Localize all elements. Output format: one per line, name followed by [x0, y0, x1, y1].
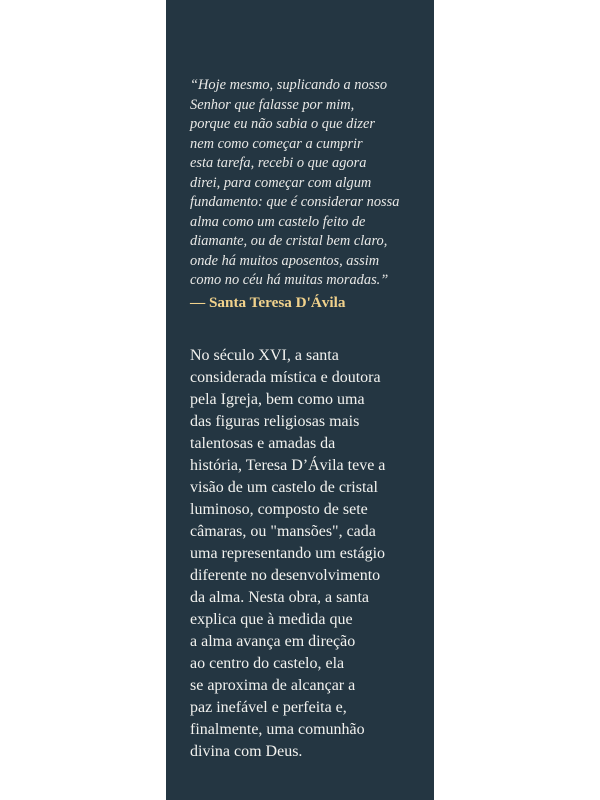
epigraph-quote: [190, 76, 434, 313]
quote-line: porque eu não sabia o que dizer: [190, 116, 375, 132]
description-line: diferente no desenvolvimento: [190, 567, 381, 584]
description-line: finalmente, uma comunhão: [190, 721, 365, 738]
quote-attribution: — Santa Teresa D'Ávila: [190, 293, 346, 311]
description-line: explica que à medida que: [190, 611, 353, 628]
description-line: talentosas e amadas da: [190, 435, 336, 452]
description-line: uma representando um estágio: [190, 545, 386, 562]
description-line: divina com Deus.: [190, 743, 303, 760]
quote-line: direi, para começar com algum: [190, 174, 372, 191]
description-line: visão de um castelo de cristal: [190, 479, 378, 496]
quote-line: diamante, ou de cristal bem claro,: [190, 233, 388, 249]
description-line: luminoso, composto de sete: [190, 501, 368, 518]
quote-line: Senhor que falasse por mim,: [190, 96, 355, 113]
quote-line: fundamento: que é considerar nossa: [190, 194, 400, 210]
quote-line: nem como começar a cumprir: [190, 135, 363, 152]
description-line: paz inefável e perfeita e,: [190, 699, 347, 716]
description-line: das figuras religiosas mais: [190, 413, 360, 430]
book-description: [190, 345, 434, 763]
description-line: história, Teresa D’Ávila teve a: [190, 457, 386, 474]
description-line: a alma avança em direção: [190, 633, 356, 650]
quote-line: como no céu há muitas moradas.”: [190, 272, 389, 288]
quote-line: esta tarefa, recebi o que agora: [190, 155, 367, 171]
description-line: da alma. Nesta obra, a santa: [190, 589, 370, 606]
description-line: câmaras, ou "mansões", cada: [190, 523, 376, 540]
description-line: considerada mística e doutora: [190, 369, 381, 386]
quote-line: alma como um castelo feito de: [190, 213, 366, 230]
description-line: No século XVI, a santa: [190, 347, 339, 364]
quote-line: “Hoje mesmo, suplicando a nosso: [190, 77, 388, 93]
quote-line: onde há muitos aposentos, assim: [190, 252, 380, 269]
description-line: pela Igreja, bem como uma: [190, 391, 365, 408]
description-line: se aproxima de alcançar a: [190, 677, 356, 694]
description-line: ao centro do castelo, ela: [190, 655, 345, 672]
